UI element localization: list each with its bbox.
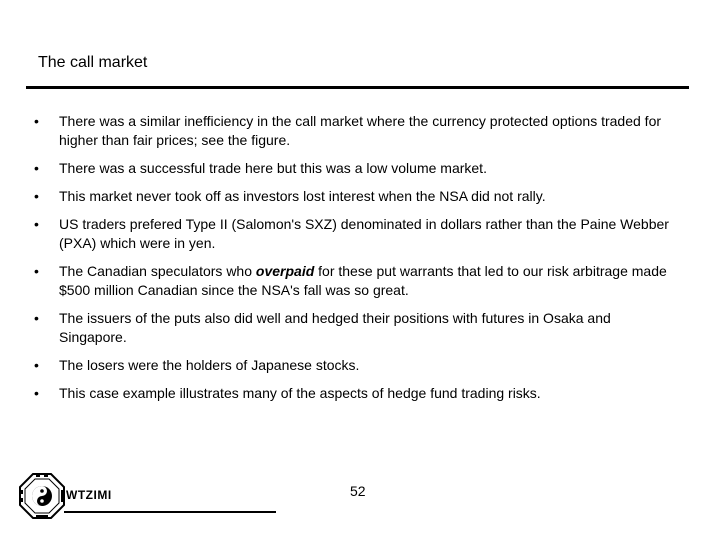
bullet-item [34, 262, 674, 300]
bullet-list [34, 112, 674, 412]
bullet-text [59, 263, 667, 298]
octagon-emblem-icon [18, 472, 66, 520]
bullet-marker: • [34, 113, 39, 129]
bullet-text: This case example illustrates many of the aspects of hedge fund trading risks. [59, 385, 541, 401]
bullet-item [34, 356, 674, 375]
bullet-item [34, 112, 674, 150]
title-divider [26, 86, 689, 89]
page-number: 52 [350, 483, 366, 499]
bullet-marker: • [34, 216, 39, 232]
bullet-marker: • [34, 385, 39, 401]
logo-wordmark: WTZIMI [66, 488, 112, 502]
slide-title: The call market [38, 54, 148, 71]
bullet-text-before: The Canadian speculators who [59, 263, 256, 279]
bullet-marker: • [34, 160, 39, 176]
bullet-marker: • [34, 310, 39, 326]
emphasized-word: overpaid [255, 263, 315, 279]
bullet-item [34, 159, 674, 178]
bullet-item [34, 215, 674, 253]
bullet-item [34, 309, 674, 347]
bullet-text: There was a similar inefficiency in the call market where the currency protected options traded for higher than fair prices; see the figure. [59, 113, 662, 148]
bullet-text-after: for these put warrants that led to our risk arbitrage made $500 million Canadian since the NSA's fall was so great. [59, 263, 667, 298]
bullet-marker: • [34, 263, 39, 279]
bullet-marker: • [34, 188, 39, 204]
bullet-marker: • [34, 357, 39, 373]
bullet-item [34, 384, 674, 403]
bullet-text: This market never took off as investors lost interest when the NSA did not rally. [59, 188, 546, 204]
bullet-text: There was a successful trade here but this was a low volume market. [59, 160, 487, 176]
bullet-text: The losers were the holders of Japanese stocks. [59, 357, 360, 373]
bullet-text: US traders prefered Type II (Salomon's SXZ) denominated in dollars rather than the Paine Webber (PXA) which were in yen. [59, 216, 669, 251]
footer-divider [64, 511, 276, 513]
bullet-item [34, 187, 674, 206]
bullet-text: The issuers of the puts also did well and hedged their positions with futures in Osaka and Singapore. [59, 310, 611, 345]
